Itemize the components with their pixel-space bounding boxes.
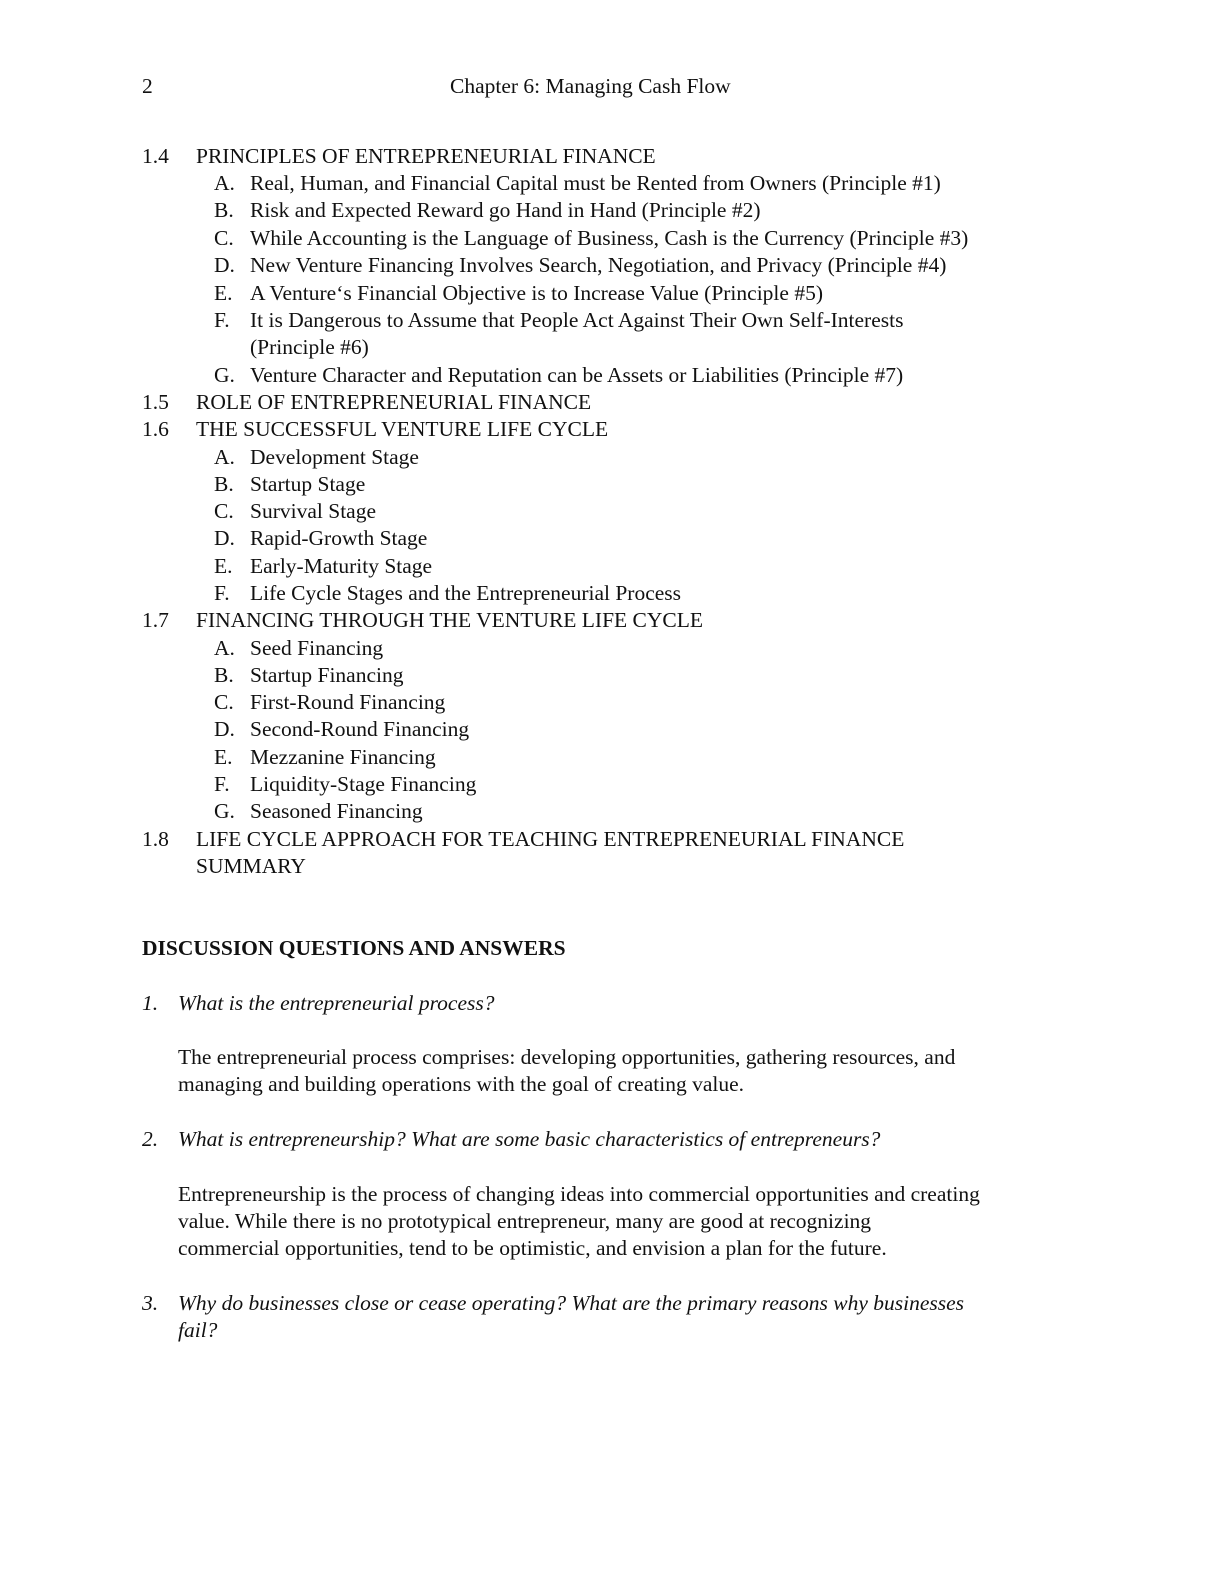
question-number: 1. <box>142 991 159 1015</box>
answer-line: commercial opportunities, tend to be optimistic, and envision a plan for the future. <box>178 1236 887 1260</box>
item-letter: C. <box>214 226 234 250</box>
question-text: Why do businesses close or cease operating? What are the primary reasons why businesses <box>178 1291 965 1315</box>
outline-item: First-Round Financing <box>250 690 446 714</box>
item-letter: E. <box>214 281 233 305</box>
item-letter: F. <box>214 308 230 332</box>
outline-item: While Accounting is the Language of Business, Cash is the Currency (Principle #3) <box>250 226 969 250</box>
item-letter: E. <box>214 745 233 769</box>
outline-item: Liquidity-Stage Financing <box>250 772 477 796</box>
section-number: 1.4 <box>142 144 169 168</box>
item-letter: A. <box>214 636 235 660</box>
page-number: 2 <box>142 74 153 98</box>
outline-item: Venture Character and Reputation can be Assets or Liabilities (Principle #7) <box>250 363 904 387</box>
section-title: PRINCIPLES OF ENTREPRENEURIAL FINANCE <box>196 144 656 168</box>
item-letter: B. <box>214 472 234 496</box>
outline-item: A Venture‘s Financial Objective is to Increase Value (Principle #5) <box>250 281 823 305</box>
summary-label: SUMMARY <box>196 854 306 878</box>
section-number: 1.7 <box>142 608 169 632</box>
outline-item: Development Stage <box>250 445 419 469</box>
outline-item: Early-Maturity Stage <box>250 554 433 578</box>
item-letter: B. <box>214 663 234 687</box>
section-number: 1.6 <box>142 417 169 441</box>
discussion-heading: DISCUSSION QUESTIONS AND ANSWERS <box>142 936 566 960</box>
item-letter: C. <box>214 690 234 714</box>
section-title: THE SUCCESSFUL VENTURE LIFE CYCLE <box>196 417 609 441</box>
outline-item-continuation: (Principle #6) <box>250 335 369 359</box>
item-letter: B. <box>214 198 234 222</box>
answer-line: value. While there is no prototypical entrepreneur, many are good at recognizing <box>178 1209 872 1233</box>
outline-item: It is Dangerous to Assume that People Act Against Their Own Self-Interests <box>250 308 904 332</box>
item-letter: D. <box>214 253 235 277</box>
item-letter: D. <box>214 717 235 741</box>
question-text: What is entrepreneurship? What are some basic characteristics of entrepreneurs? <box>178 1127 881 1151</box>
outline-item: Mezzanine Financing <box>250 745 436 769</box>
item-letter: E. <box>214 554 233 578</box>
answer-line: The entrepreneurial process comprises: developing opportunities, gathering resources, and <box>178 1045 956 1069</box>
section-title: FINANCING THROUGH THE VENTURE LIFE CYCLE <box>196 608 704 632</box>
item-letter: G. <box>214 363 235 387</box>
item-letter: D. <box>214 526 235 550</box>
item-letter: C. <box>214 499 234 523</box>
outline-item: Seasoned Financing <box>250 799 423 823</box>
item-letter: G. <box>214 799 235 823</box>
outline-item: Second-Round Financing <box>250 717 470 741</box>
outline-item: Risk and Expected Reward go Hand in Hand (Principle #2) <box>250 198 761 222</box>
outline-item: Survival Stage <box>250 499 376 523</box>
outline-item: New Venture Financing Involves Search, Negotiation, and Privacy (Principle #4) <box>250 253 947 277</box>
outline-item: Startup Stage <box>250 472 366 496</box>
section-title: ROLE OF ENTREPRENEURIAL FINANCE <box>196 390 592 414</box>
question-number: 3. <box>142 1291 159 1315</box>
item-letter: A. <box>214 445 235 469</box>
outline-item: Life Cycle Stages and the Entrepreneurial Process <box>250 581 682 605</box>
section-number: 1.8 <box>142 827 169 851</box>
outline-item: Startup Financing <box>250 663 404 687</box>
chapter-title: Chapter 6: Managing Cash Flow <box>450 74 731 98</box>
outline-item: Seed Financing <box>250 636 384 660</box>
outline-item: Real, Human, and Financial Capital must be Rented from Owners (Principle #1) <box>250 171 941 195</box>
outline-item: Rapid-Growth Stage <box>250 526 428 550</box>
section-title: LIFE CYCLE APPROACH FOR TEACHING ENTREPRENEURIAL FINANCE <box>196 827 905 851</box>
section-number: 1.5 <box>142 390 169 414</box>
item-letter: F. <box>214 581 230 605</box>
answer-line: managing and building operations with the goal of creating value. <box>178 1072 745 1096</box>
question-text: What is the entrepreneurial process? <box>178 991 495 1015</box>
question-text-continuation: fail? <box>178 1318 218 1342</box>
item-letter: A. <box>214 171 235 195</box>
question-number: 2. <box>142 1127 159 1151</box>
item-letter: F. <box>214 772 230 796</box>
answer-line: Entrepreneurship is the process of changing ideas into commercial opportunities and creating <box>178 1182 980 1206</box>
